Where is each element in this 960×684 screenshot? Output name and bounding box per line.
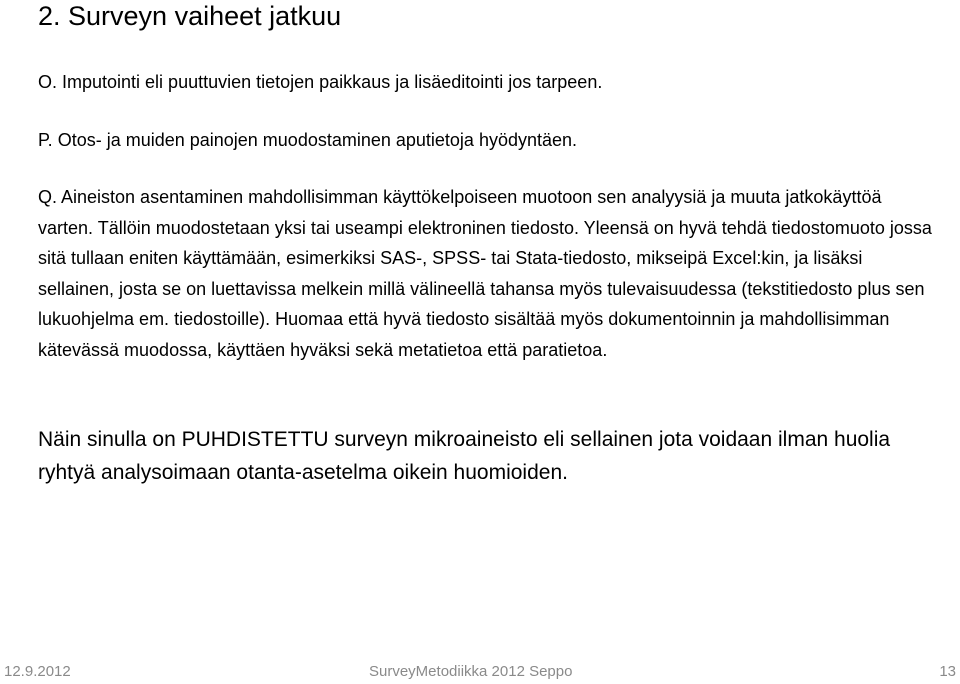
- summary-paragraph: Näin sinulla on PUHDISTETTU surveyn mikroaineisto eli sellainen jota voidaan ilman huolia ryhtyä analysoimaan otanta-asetelma oikein huomioiden.: [38, 428, 891, 484]
- footer-title: SurveyMetodiikka 2012 Seppo: [369, 663, 573, 680]
- slide-title: 2. Surveyn vaiheet jatkuu: [38, 1, 342, 31]
- step-p-paragraph: P. Otos- ja muiden painojen muodostaminen aputietoja hyödyntäen.: [38, 130, 578, 150]
- step-q-paragraph: Q. Aineiston asentaminen mahdollisimman käyttökelpoiseen muotoon sen analyysiä ja muuta jatkokäyttöä varten. Tällöin muodostetaan yksi tai useampi elektroninen tiedosto. Yleensä on hyvä tehdä tiedostomuoto jossa sitä tullaan eniten käyttämään, esimerkiksi SAS-, SPSS- tai Stata-tiedosto, mikseipä Excel:kin, ja lisäksi sellainen, josta se on luettavissa melkein millä välineellä tahansa myös tulevaisuudessa (tekstitiedosto plus sen lukuohjelma em. tiedostoille). Huomaa että hyvä tiedosto sisältää myös dokumentoinnin ja mahdollisimman kätevässä muodossa, käyttäen hyväksi sekä metatietoa että paratietoa.: [38, 187, 932, 360]
- step-o-paragraph: O. Imputointi eli puuttuvien tietojen paikkaus ja lisäeditointi jos tarpeen.: [38, 72, 603, 92]
- footer-page-number: 13: [939, 663, 956, 680]
- footer-date: 12.9.2012: [4, 663, 71, 680]
